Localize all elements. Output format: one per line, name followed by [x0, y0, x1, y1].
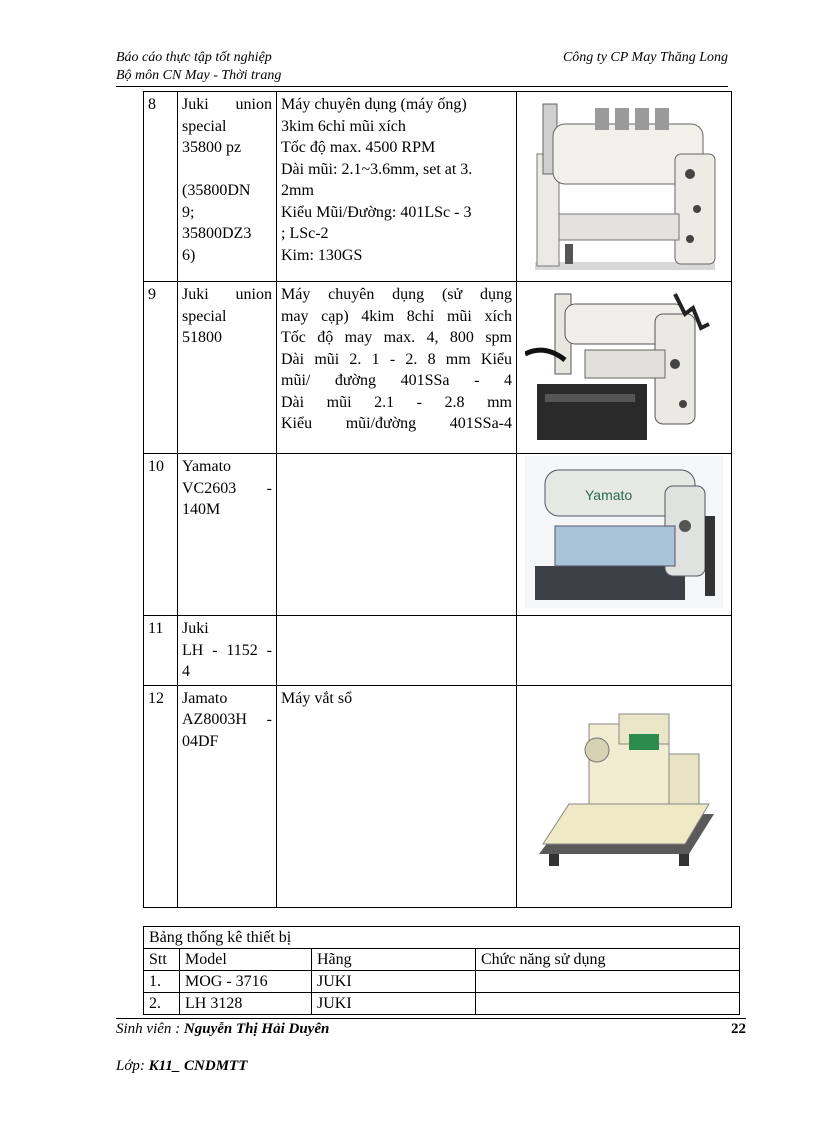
stats-cell: LH 3128	[180, 993, 312, 1015]
model-line: 35800DZ3	[182, 225, 252, 242]
model-cell	[178, 282, 277, 454]
desc-line: Máy vắt sổ	[281, 689, 353, 707]
header-divider	[116, 86, 728, 87]
stats-cell: 1.	[144, 971, 180, 993]
student-name: Nguyễn Thị Hải Duyên	[183, 1021, 330, 1037]
model-line: 35800 pz	[182, 139, 242, 156]
model-line: LH - 1152 -	[182, 641, 272, 659]
desc-line: 2mm	[281, 182, 314, 199]
model-line: 51800	[182, 329, 222, 346]
desc-line: may cạp) 4kim 8chỉ mũi xích	[281, 307, 512, 325]
header-right: Công ty CP May Thăng Long	[562, 50, 728, 65]
desc-line: Kim: 130GS	[281, 246, 363, 264]
desc-line: mũi/ đường 401SSa - 4	[281, 372, 512, 389]
stt-cell: 10	[144, 454, 178, 616]
table-row	[144, 282, 732, 454]
class-name: K11_ CNDMTT	[148, 1058, 248, 1074]
table-row	[144, 92, 732, 282]
desc-line: Kiểu mũi/đường 401SSa-4	[281, 415, 512, 432]
stt-cell: 8	[144, 92, 178, 282]
model-cell	[178, 454, 277, 616]
table-row	[144, 685, 732, 907]
footer-divider	[116, 1018, 746, 1019]
desc-line: Tốc độ max. 4500 RPM	[281, 139, 436, 156]
model-cell	[178, 685, 277, 907]
model-line: Yamato	[182, 458, 232, 475]
model-line: Juki union	[182, 96, 272, 113]
table-row	[144, 971, 740, 993]
sewing-machine-cylinder-bed-icon	[525, 94, 723, 274]
model-line: (35800DN	[182, 182, 251, 199]
model-line: 6)	[182, 246, 196, 264]
desc-line: Tốc độ may max. 4, 800 spm	[281, 329, 512, 346]
equipment-table	[143, 91, 732, 908]
stats-cell	[476, 971, 740, 993]
stats-title-row	[144, 927, 740, 949]
desc-line: Máy chuyên dụng (máy ống)	[281, 96, 467, 113]
model-cell	[178, 92, 277, 282]
model-cell	[178, 616, 277, 686]
stats-cell	[476, 993, 740, 1015]
desc-line: Kiểu Mũi/Đường: 401LSc - 3	[281, 203, 472, 221]
stats-table	[143, 926, 740, 1015]
desc-line: Máy chuyên dụng (sử dụng	[281, 286, 512, 303]
stats-header-cell: Hãng	[312, 949, 476, 971]
stats-cell: JUKI	[312, 971, 476, 993]
image-cell	[517, 685, 732, 907]
table-row	[144, 993, 740, 1015]
stats-header-row	[144, 949, 740, 971]
stt-cell: 9	[144, 282, 178, 454]
model-line: 04DF	[182, 732, 219, 750]
stats-cell: 2.	[144, 993, 180, 1015]
stats-title: Bảng thống kê thiết bị	[144, 927, 740, 949]
description-cell	[277, 616, 517, 686]
desc-line: 3kim 6chỉ mũi xích	[281, 117, 406, 135]
stt-cell: 11	[144, 616, 178, 686]
model-line: Juki union	[182, 286, 272, 303]
image-cell	[517, 282, 732, 454]
header-left-line1: Báo cáo thực tập tốt nghiệp	[116, 50, 272, 65]
sewing-machine-coverstitch-icon	[525, 456, 723, 608]
model-line: Jamato	[182, 689, 228, 707]
table-row	[144, 616, 732, 686]
model-line: special	[182, 117, 227, 135]
desc-line: Dài mũi: 2.1~3.6mm, set at 3.	[281, 160, 473, 178]
svg-text:Yamato: Yamato	[585, 487, 633, 503]
stats-header-cell: Stt	[144, 949, 180, 971]
model-line: special	[182, 307, 227, 325]
model-line: AZ8003H -	[182, 711, 272, 728]
footer-student	[116, 1021, 329, 1038]
stats-cell: JUKI	[312, 993, 476, 1015]
stats-header-cell: Chức năng sử dụng	[476, 949, 740, 971]
image-cell	[517, 454, 732, 616]
desc-line: ; LSc-2	[281, 225, 329, 242]
image-cell	[517, 616, 732, 686]
model-line: Juki	[182, 620, 209, 637]
student-label: Sinh viên :	[116, 1021, 184, 1037]
description-cell	[277, 685, 517, 907]
model-line: VC2603 -	[182, 479, 272, 497]
class-label: Lớp:	[116, 1058, 149, 1074]
header-left-line2: Bộ môn CN May - Thời trang	[116, 68, 282, 83]
footer-class	[116, 1058, 247, 1075]
stats-cell: MOG - 3716	[180, 971, 312, 993]
model-line: 9;	[182, 203, 195, 221]
model-line: 4	[182, 663, 190, 680]
model-line-blank	[182, 159, 272, 181]
stats-header-cell: Model	[180, 949, 312, 971]
page-number: 22	[731, 1021, 746, 1037]
description-cell	[277, 282, 517, 454]
stt-cell: 12	[144, 685, 178, 907]
image-cell	[517, 92, 732, 282]
description-cell	[277, 92, 517, 282]
sewing-machine-waistband-icon	[525, 284, 723, 446]
table-row	[144, 454, 732, 616]
model-line: 140M	[182, 501, 221, 518]
description-cell	[277, 454, 517, 616]
desc-line: Dài mũi 2.1 - 2.8 mm	[281, 393, 512, 411]
sewing-machine-overlock-icon	[529, 704, 719, 874]
desc-line: Dài mũi 2. 1 - 2. 8 mm Kiểu	[281, 350, 512, 368]
